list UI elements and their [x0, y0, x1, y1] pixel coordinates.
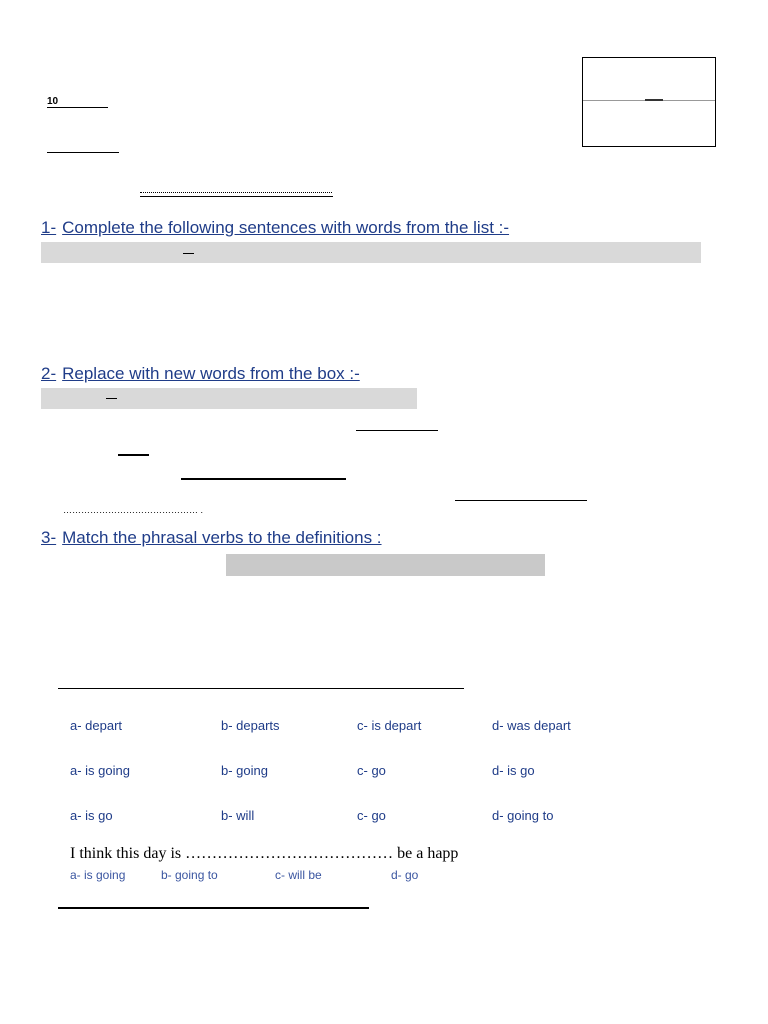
- name-underline: [47, 152, 119, 153]
- q2-option-b[interactable]: b- going: [221, 763, 268, 778]
- word-box-dash: [106, 398, 117, 399]
- section-1-number: 1-: [41, 218, 57, 237]
- bottom-underline: [58, 907, 369, 909]
- q4-option-d[interactable]: d- go: [391, 868, 419, 882]
- q2-option-c[interactable]: c- go: [357, 763, 386, 778]
- title-dotted-line: [140, 192, 332, 193]
- section-1-heading: [41, 218, 509, 238]
- section-3-title: Match the phrasal verbs to the definitions :: [62, 528, 382, 547]
- section-4-underline: [58, 688, 464, 689]
- dotted-answer: ……………………………………… .: [63, 505, 204, 515]
- definitions-box: [226, 554, 545, 576]
- score-box: [582, 57, 716, 147]
- q4-option-b[interactable]: b- going to: [161, 868, 218, 882]
- q1-option-d[interactable]: d- was depart: [492, 718, 571, 733]
- section-3-heading: [41, 528, 382, 548]
- q3-option-c[interactable]: c- go: [357, 808, 386, 823]
- section-2-heading: [41, 364, 360, 384]
- q2-option-a[interactable]: a- is going: [70, 763, 130, 778]
- answer-line-2: [118, 454, 149, 456]
- section-3-number: 3-: [41, 528, 57, 547]
- answer-line-3: [181, 478, 346, 480]
- title-underline: [140, 196, 333, 197]
- q4-option-c[interactable]: c- will be: [275, 868, 322, 882]
- word-box: [41, 388, 417, 409]
- score-underline: [47, 107, 108, 108]
- q2-option-d[interactable]: d- is go: [492, 763, 535, 778]
- answer-line-1: [356, 430, 438, 431]
- score-mark: [645, 99, 663, 101]
- section-2-title: Replace with new words from the box :-: [62, 364, 360, 383]
- section-1-title: Complete the following sentences with words from the list :-: [62, 218, 510, 237]
- q1-option-a[interactable]: a- depart: [70, 718, 123, 733]
- q3-option-d[interactable]: d- going to: [492, 808, 554, 823]
- section-2-number: 2-: [41, 364, 57, 383]
- q4-option-a[interactable]: a- is going: [70, 868, 126, 882]
- answer-line-4: [455, 500, 587, 501]
- q4-sentence: I think this day is ………………………………… be a happ: [70, 845, 459, 862]
- word-list-box: [41, 242, 701, 263]
- q1-option-b[interactable]: b- departs: [221, 718, 280, 733]
- q1-option-c[interactable]: c- is depart: [357, 718, 422, 733]
- q3-option-b[interactable]: b- will: [221, 808, 255, 823]
- word-list-dash: [183, 253, 194, 254]
- score-label: 10: [47, 96, 59, 107]
- q3-option-a[interactable]: a- is go: [70, 808, 113, 823]
